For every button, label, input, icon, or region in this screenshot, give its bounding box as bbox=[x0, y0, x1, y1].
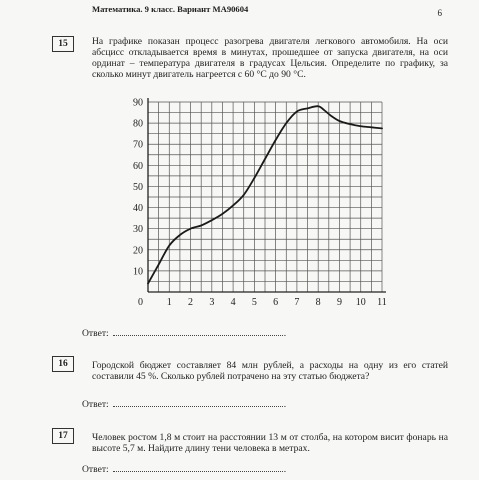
y-tick-label: 60 bbox=[133, 160, 143, 172]
question-number-15: 15 bbox=[52, 36, 74, 52]
x-tick-label: 8 bbox=[315, 297, 321, 308]
question-number-16: 16 bbox=[52, 356, 74, 372]
header-title: Математика. 9 класс. Вариант МА90604 bbox=[92, 4, 249, 14]
x-tick-label: 7 bbox=[294, 297, 300, 308]
y-tick-label: 70 bbox=[133, 139, 143, 151]
answer-label-16: Ответ: bbox=[82, 399, 109, 410]
y-tick-label: 50 bbox=[133, 181, 143, 193]
question-16-text: Городской бюджет составляет 84 млн рублей, а расходы на одну из его статей составили 45 %. Сколько рублей потрачено на эту статью бюджета? bbox=[92, 360, 448, 382]
origin-label: 0 bbox=[138, 297, 143, 308]
x-tick-label: 5 bbox=[251, 297, 257, 308]
answer-dot-16: . bbox=[283, 399, 287, 410]
chart-grid bbox=[148, 102, 382, 292]
answer-label-17: Ответ: bbox=[82, 464, 109, 475]
y-tick-label: 80 bbox=[133, 118, 143, 130]
question-17-text: Человек ростом 1,8 м стоит на расстоянии 13 м от столба, на котором висит фонарь на высоте 5,7 м. Найдите длину тени человека в метрах. bbox=[92, 432, 448, 454]
y-tick-label: 90 bbox=[133, 97, 143, 109]
answer-label-15: Ответ: bbox=[82, 328, 109, 339]
answer-row-16 bbox=[82, 398, 286, 410]
chart-tick-labels bbox=[133, 98, 387, 309]
x-tick-label: 11 bbox=[377, 297, 387, 308]
x-tick-label: 10 bbox=[355, 297, 366, 308]
answer-field-17[interactable] bbox=[113, 463, 283, 472]
y-tick-label: 30 bbox=[133, 224, 143, 236]
y-tick-label: 40 bbox=[133, 203, 143, 215]
page-number: 6 bbox=[437, 8, 442, 18]
x-tick-label: 4 bbox=[230, 297, 236, 308]
y-tick-label: 10 bbox=[133, 266, 143, 278]
answer-dot-17: . bbox=[283, 464, 287, 475]
x-tick-label: 9 bbox=[336, 297, 342, 308]
x-tick-label: 2 bbox=[188, 297, 194, 308]
x-tick-label: 3 bbox=[209, 297, 215, 308]
question-number-17: 17 bbox=[52, 428, 74, 444]
answer-field-16[interactable] bbox=[113, 398, 283, 407]
question-15-text: На графике показан процесс разогрева двигателя легкового автомобиля. На оси абсцисс откладывается время в минутах, прошедшее от запуска двигателя, на оси ординат – температура двигателя в градусах Цельсия. Определите по графику, за сколько минут двигатель нагреется с 60 °С до 90 °С. bbox=[92, 36, 448, 80]
answer-dot-15: . bbox=[283, 328, 287, 339]
x-tick-label: 1 bbox=[166, 297, 172, 308]
answer-row-17 bbox=[82, 463, 286, 475]
x-tick-label: 6 bbox=[273, 297, 279, 308]
answer-row-15 bbox=[82, 327, 286, 339]
answer-field-15[interactable] bbox=[113, 327, 283, 336]
y-tick-label: 20 bbox=[133, 245, 143, 257]
